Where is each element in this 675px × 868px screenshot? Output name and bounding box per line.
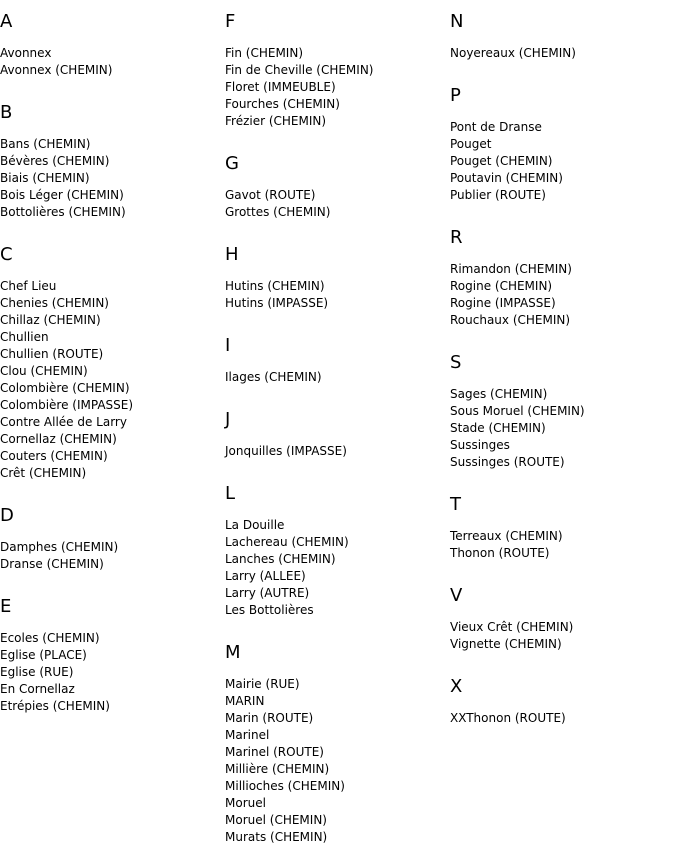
letter-group-x: [450, 675, 670, 727]
street-item[interactable]: Biais (CHEMIN): [0, 171, 90, 185]
street-list: [225, 187, 445, 221]
street-list: [450, 386, 670, 471]
street-item[interactable]: Les Bottolières: [225, 603, 314, 617]
street-item[interactable]: Chullien (ROUTE): [0, 347, 104, 361]
street-list: [0, 278, 220, 482]
street-list: [225, 676, 445, 846]
street-item[interactable]: Sages (CHEMIN): [450, 387, 548, 401]
letter-group-n: [450, 10, 670, 62]
street-list: [225, 278, 445, 312]
street-item[interactable]: Ilages (CHEMIN): [225, 370, 322, 384]
street-item[interactable]: Chef Lieu: [0, 279, 57, 293]
section-letter: E: [0, 596, 12, 617]
street-item[interactable]: Vieux Crêt (CHEMIN): [450, 620, 574, 634]
street-list: [450, 619, 670, 653]
street-item[interactable]: Couters (CHEMIN): [0, 449, 108, 463]
street-list: [225, 443, 445, 460]
letter-group-l: [225, 482, 445, 619]
street-item[interactable]: MARIN: [225, 694, 265, 708]
section-letter: T: [450, 494, 461, 515]
section-letter: A: [0, 11, 13, 32]
section-letter: M: [225, 642, 241, 663]
street-item[interactable]: Millioches (CHEMIN): [225, 779, 345, 793]
street-item[interactable]: Noyereaux (CHEMIN): [450, 46, 576, 60]
street-list: [0, 539, 220, 573]
street-item[interactable]: Colombière (IMPASSE): [0, 398, 134, 412]
street-item[interactable]: Eglise (RUE): [0, 665, 74, 679]
letter-group-c: [0, 243, 220, 482]
section-letter: F: [225, 11, 236, 32]
street-item[interactable]: Rouchaux (CHEMIN): [450, 313, 571, 327]
street-item[interactable]: Colombière (CHEMIN): [0, 381, 130, 395]
street-item[interactable]: La Douille: [225, 518, 285, 532]
street-item[interactable]: Marinel (ROUTE): [225, 745, 324, 759]
letter-group-r: [450, 226, 670, 329]
street-item[interactable]: Moruel: [225, 796, 266, 810]
street-item[interactable]: Crêt (CHEMIN): [0, 466, 87, 480]
street-item[interactable]: Publier (ROUTE): [450, 188, 546, 202]
street-item[interactable]: Lanches (CHEMIN): [225, 552, 336, 566]
street-item[interactable]: Larry (ALLEE): [225, 569, 306, 583]
street-item[interactable]: Marin (ROUTE): [225, 711, 314, 725]
street-item[interactable]: Gavot (ROUTE): [225, 188, 316, 202]
street-item[interactable]: Grottes (CHEMIN): [225, 205, 331, 219]
street-item[interactable]: Mairie (RUE): [225, 677, 300, 691]
letter-group-a: [0, 10, 220, 79]
section-letter: S: [450, 352, 462, 373]
street-item[interactable]: Jonquilles (IMPASSE): [225, 444, 347, 458]
letter-group-s: [450, 351, 670, 471]
street-list: [0, 630, 220, 715]
street-item[interactable]: Rogine (IMPASSE): [450, 296, 556, 310]
index-column-1: [0, 10, 220, 737]
letter-group-t: [450, 493, 670, 562]
letter-group-g: [225, 152, 445, 221]
street-item[interactable]: Avonnex: [0, 46, 52, 60]
street-list: [0, 136, 220, 221]
letter-group-d: [0, 504, 220, 573]
letter-group-i: [225, 334, 445, 386]
street-list: [0, 45, 220, 79]
street-item[interactable]: En Cornellaz: [0, 682, 75, 696]
street-item[interactable]: Stade (CHEMIN): [450, 421, 546, 435]
street-item[interactable]: Eglise (PLACE): [0, 648, 87, 662]
section-letter: C: [0, 244, 13, 265]
letter-group-b: [0, 101, 220, 221]
street-item[interactable]: Contre Allée de Larry: [0, 415, 127, 429]
street-item[interactable]: Pont de Dranse: [450, 120, 542, 134]
street-item[interactable]: Bévères (CHEMIN): [0, 154, 110, 168]
street-list: [450, 528, 670, 562]
section-letter: H: [225, 244, 239, 265]
street-item[interactable]: Poutavin (CHEMIN): [450, 171, 563, 185]
street-item[interactable]: Chullien: [0, 330, 49, 344]
section-letter: R: [450, 227, 463, 248]
street-item[interactable]: Dranse (CHEMIN): [0, 557, 104, 571]
street-item[interactable]: Chenies (CHEMIN): [0, 296, 109, 310]
street-item[interactable]: Bois Léger (CHEMIN): [0, 188, 124, 202]
street-item[interactable]: XXThonon (ROUTE): [450, 711, 566, 725]
street-item[interactable]: Vignette (CHEMIN): [450, 637, 562, 651]
section-letter: G: [225, 153, 239, 174]
section-letter: V: [450, 585, 463, 606]
street-item[interactable]: Floret (IMMEUBLE): [225, 80, 336, 94]
street-item[interactable]: Hutins (CHEMIN): [225, 279, 325, 293]
street-item[interactable]: Bottolières (CHEMIN): [0, 205, 126, 219]
street-item[interactable]: Moruel (CHEMIN): [225, 813, 327, 827]
street-item[interactable]: Larry (AUTRE): [225, 586, 310, 600]
street-item[interactable]: Etrépies (CHEMIN): [0, 699, 110, 713]
street-item[interactable]: Cornellaz (CHEMIN): [0, 432, 117, 446]
street-list: [225, 369, 445, 386]
street-item[interactable]: Clou (CHEMIN): [0, 364, 88, 378]
section-letter: I: [225, 335, 231, 356]
street-item[interactable]: Chillaz (CHEMIN): [0, 313, 101, 327]
section-letter: J: [225, 409, 231, 430]
street-item[interactable]: Fin (CHEMIN): [225, 46, 303, 60]
section-letter: P: [450, 85, 461, 106]
street-item[interactable]: Millière (CHEMIN): [225, 762, 330, 776]
street-item[interactable]: Thonon (ROUTE): [450, 546, 550, 560]
street-item[interactable]: Ecoles (CHEMIN): [0, 631, 100, 645]
section-letter: L: [225, 483, 236, 504]
street-item[interactable]: Lachereau (CHEMIN): [225, 535, 349, 549]
index-column-3: [450, 10, 670, 749]
section-letter: X: [450, 676, 463, 697]
street-list: [450, 710, 670, 727]
street-item[interactable]: Fourches (CHEMIN): [225, 97, 340, 111]
letter-group-v: [450, 584, 670, 653]
street-list: [450, 45, 670, 62]
letter-group-m: [225, 641, 445, 846]
street-item[interactable]: Damphes (CHEMIN): [0, 540, 119, 554]
street-item[interactable]: Sussinges: [450, 438, 510, 452]
street-item[interactable]: Frézier (CHEMIN): [225, 114, 327, 128]
street-item[interactable]: Fin de Cheville (CHEMIN): [225, 63, 374, 77]
street-item[interactable]: Pouget: [450, 137, 492, 151]
street-list: [225, 517, 445, 619]
letter-group-h: [225, 243, 445, 312]
street-item[interactable]: Bans (CHEMIN): [0, 137, 91, 151]
street-list: [225, 45, 445, 130]
section-letter: D: [0, 505, 14, 526]
street-item[interactable]: Murats (CHEMIN): [225, 830, 328, 844]
street-list: [450, 261, 670, 329]
letter-group-p: [450, 84, 670, 204]
street-item[interactable]: Rogine (CHEMIN): [450, 279, 553, 293]
street-item[interactable]: Terreaux (CHEMIN): [450, 529, 563, 543]
section-letter: B: [0, 102, 13, 123]
street-item[interactable]: Sous Moruel (CHEMIN): [450, 404, 585, 418]
street-item[interactable]: Marinel: [225, 728, 270, 742]
index-column-2: [225, 10, 445, 868]
street-item[interactable]: Hutins (IMPASSE): [225, 296, 329, 310]
street-item[interactable]: Sussinges (ROUTE): [450, 455, 565, 469]
street-item[interactable]: Rimandon (CHEMIN): [450, 262, 572, 276]
street-item[interactable]: Pouget (CHEMIN): [450, 154, 553, 168]
letter-group-f: [225, 10, 445, 130]
street-list: [450, 119, 670, 204]
section-letter: N: [450, 11, 464, 32]
letter-group-j: [225, 408, 445, 460]
street-item[interactable]: Avonnex (CHEMIN): [0, 63, 113, 77]
letter-group-e: [0, 595, 220, 715]
